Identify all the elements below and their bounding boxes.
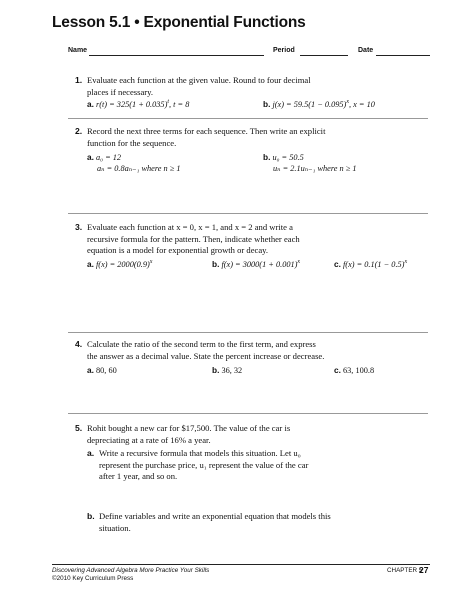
part-c [334,259,407,270]
question-text [87,126,432,149]
question-text-line: depreciating at a rate of 16% a year. [87,434,211,445]
book-title: Discovering Advanced Algebra More Practice Your Skills [52,567,210,574]
expression: f(x) = 0.1(1 − 0.5) [343,260,405,269]
copyright: ©2010 Key Curriculum Press [52,575,134,582]
exponent: x [149,259,153,266]
divider [68,332,428,333]
question-number: 5. [75,423,83,433]
question-text [87,423,432,446]
footer-divider [52,564,430,565]
recursive-rule [97,163,181,174]
question-text [87,222,432,257]
part-b [87,511,437,533]
part-text-line: represent the purchase price, u₁ represent the value of the car [99,459,309,470]
part-a [87,259,152,270]
values: 63, 100.8 [343,366,375,375]
recursive-rule [273,163,357,174]
question-text-line: places if necessary. [87,86,154,97]
question-number: 2. [75,126,83,136]
name-label: Name [68,47,88,54]
question-text-line: function for the sequence. [87,137,177,148]
part-a [87,365,117,376]
part-label: c. [334,259,341,269]
part-text-line: situation. [99,522,131,533]
exponent: x [346,99,349,106]
question-number: 4. [75,339,83,349]
question-text-line: Evaluate each function at x = 0, x = 1, and x = 2 and write a [87,222,293,232]
expression: j(x) = 59.5(1 − 0.095) [272,100,347,109]
part-label: a. [87,365,94,375]
recursive-rule-text: uₙ = 2.1uₙ₋₁ where n ≥ 1 [273,164,357,173]
question-number: 1. [75,75,83,85]
period-label: Period [273,47,295,54]
question-text-line: equation is a model for exponential growth or decay. [87,245,269,256]
values: 36, 32 [221,366,243,375]
question-text-line: Record the next three terms for each sequence. Then write an explicit [87,126,326,136]
values: 80, 60 [96,366,117,375]
expression: f(x) = 2000(0.9) [96,260,150,269]
sequence-start: u₀ = 50.5 [272,153,304,162]
expression: r(t) = 325(1 + 0.035) [96,100,168,109]
exponent: t [167,99,170,106]
exponent: x [297,259,301,266]
exponent: x [404,259,408,266]
divider [68,413,428,414]
part-b [263,99,375,110]
chapter-label: CHAPTER 5 [387,567,423,574]
part-b [263,152,304,163]
divider [68,213,428,214]
sequence-start: a₀ = 12 [96,153,122,162]
question-text [87,339,437,362]
part-c [334,365,374,376]
question-text-line: recursive formula for the pattern. Then, indicate whether each [87,233,300,244]
page-title: Lesson 5.1 • Exponential Functions [52,14,306,31]
divider [68,118,428,119]
question-number: 3. [75,222,83,232]
part-label: b. [263,152,271,162]
part-label: b. [212,365,220,375]
question-text-line: the answer as a decimal value. State the percent increase or decrease. [87,350,325,361]
part-text [99,448,434,483]
expression-tail: , x = 10 [349,100,375,109]
part-a [87,448,437,482]
name-field[interactable] [89,55,264,56]
part-b [212,365,242,376]
period-field[interactable] [300,55,348,56]
recursive-rule-text: aₙ = 0.8aₙ₋₁ where n ≥ 1 [97,164,181,173]
part-label: a. [87,152,94,162]
part-label: a. [87,448,95,458]
question-text-line: Calculate the ratio of the second term to the first term, and express [87,339,316,349]
part-label: c. [334,365,341,375]
expression-tail: , t = 8 [169,100,190,109]
footer-source [52,567,209,583]
question-text-line: Rohit bought a new car for $17,500. The value of the car is [87,423,291,433]
part-label: a. [87,259,94,269]
expression: f(x) = 3000(1 + 0.001) [221,260,298,269]
date-label: Date [358,47,374,54]
question-text [87,75,432,98]
part-label: a. [87,99,94,109]
part-label: b. [87,511,95,521]
part-text-line: Define variables and write an exponential equation that models this [99,511,331,521]
date-field[interactable] [376,55,430,56]
part-text-line: after 1 year, and so on. [99,471,178,482]
part-a [87,99,189,110]
part-label: b. [263,99,271,109]
page-number: 27 [419,565,429,575]
part-b [212,259,300,270]
part-a [87,152,121,163]
part-text-line: Write a recursive formula that models this situation. Let u₀ [99,448,301,458]
question-text-line: Evaluate each function at the given value. Round to four decimal [87,75,311,85]
part-text [99,511,434,534]
part-label: b. [212,259,220,269]
